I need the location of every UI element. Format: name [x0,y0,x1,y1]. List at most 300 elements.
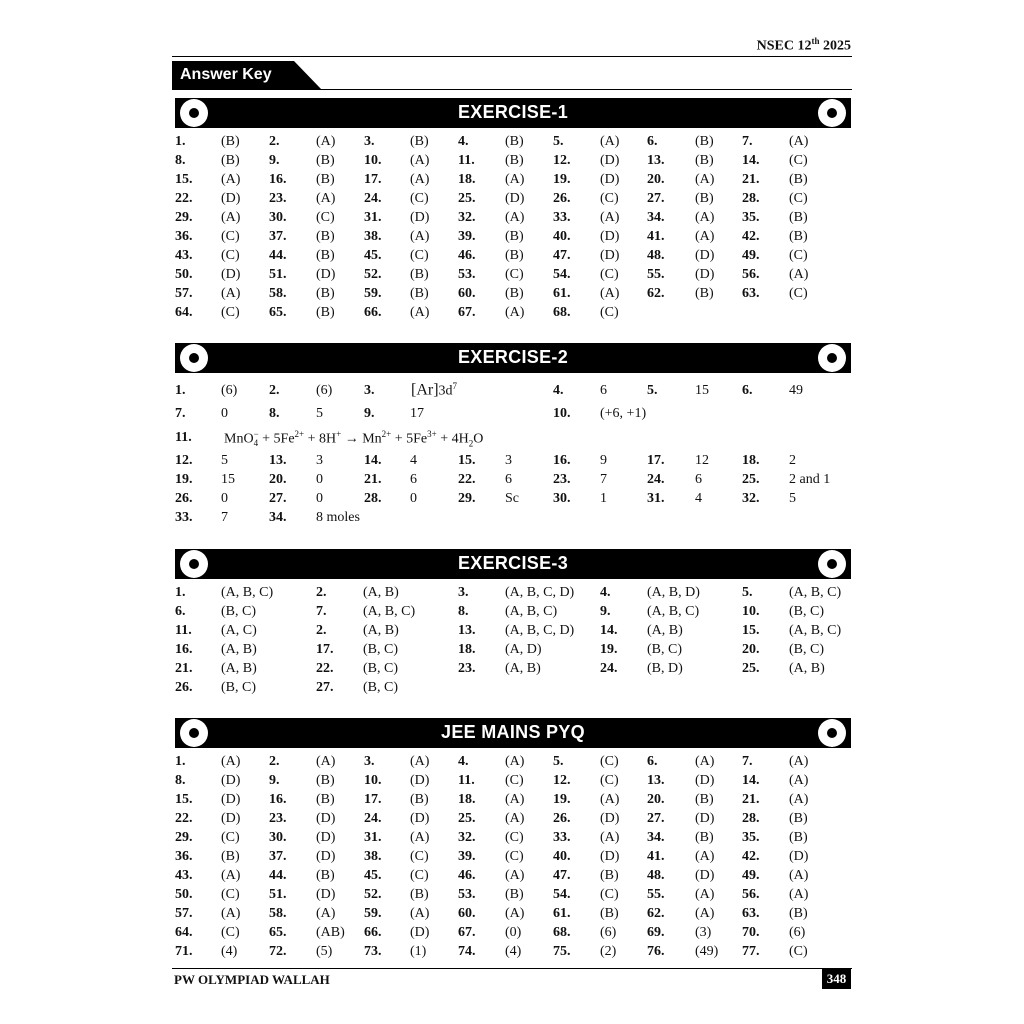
question-number: 73. [364,944,382,959]
question-number: 43. [175,868,193,883]
question-number: 46. [458,248,476,263]
answer-value: (C) [505,773,524,788]
answer-value: (D) [221,267,241,282]
question-number: 35. [742,210,760,225]
answer-value: (B) [316,153,335,168]
question-number: 7. [742,754,753,769]
answer-value: (A) [600,286,620,301]
question-number: 59. [364,286,382,301]
question-number: 25. [742,472,760,487]
answer-value: (C) [600,267,619,282]
question-number: 48. [647,248,665,263]
answer-value: (D) [316,887,336,902]
answer-value: 6 [410,472,417,487]
question-number: 43. [175,248,193,263]
question-number: 27. [647,191,665,206]
answer-value: (B, C) [363,642,398,657]
ar-bracket: [Ar] [411,381,439,399]
answer-value: (A) [789,792,809,807]
answer-value: (A) [410,906,430,921]
question-number: 12. [175,453,193,468]
question-number: 2. [269,383,280,398]
answer-value: (A, B) [647,623,683,638]
answer-key-label: Answer Key [180,66,272,83]
question-number: 47. [553,868,571,883]
answer-value: (D) [221,811,241,826]
question-number: 18. [458,792,476,807]
question-number: 7. [175,406,186,421]
answer-value: (A) [600,830,620,845]
answer-value: 12 [695,453,709,468]
question-number: 26. [175,491,193,506]
question-number: 68. [553,925,571,940]
answer-value: (C) [600,191,619,206]
eq-sup: + [336,429,342,439]
question-number: 26. [553,191,571,206]
question-number: 23. [269,811,287,826]
answer-value: 8 moles [316,510,360,525]
answer-value: 7 [221,510,228,525]
answer-value: (2) [600,944,617,959]
answer-value: 6 [505,472,512,487]
question-number: 41. [647,229,665,244]
eq-term: O [473,431,484,447]
question-number: 3. [364,754,375,769]
eq-sup: − [253,429,259,440]
question-number: 32. [458,210,476,225]
question-number: 23. [458,661,476,676]
question-number: 42. [742,229,760,244]
answer-key-rule [172,89,852,90]
answer-value: (B) [789,229,808,244]
question-number: 5. [553,134,564,149]
answer-value: (D) [695,267,715,282]
answer-value: 0 [316,491,323,506]
question-number: 76. [647,944,665,959]
answer-value: (1) [410,944,427,959]
answer-value: (A) [221,286,241,301]
answer-value: (4) [505,944,522,959]
question-number: 17. [364,172,382,187]
answer-value: (0) [505,925,522,940]
publisher-name: PW OLYMPIAD WALLAH [174,972,330,987]
question-number: 24. [600,661,618,676]
question-number: 5. [742,585,753,600]
answer-value: (C) [789,286,808,301]
answer-value: (B) [316,229,335,244]
question-number: 31. [364,830,382,845]
header-rule [172,56,852,57]
question-number: 21. [364,472,382,487]
question-number: 75. [553,944,571,959]
answer-value: (5) [316,944,333,959]
answer-value: (B, C) [221,604,256,619]
question-number: 11. [458,773,475,788]
answer-value: (B) [221,849,240,864]
answer-value: (B) [221,153,240,168]
question-number: 48. [647,868,665,883]
answer-value: (A, B) [221,661,257,676]
question-number: 20. [647,172,665,187]
eq-sub: 2 [468,438,474,449]
question-number: 8. [458,604,469,619]
answer-value: (A) [789,267,809,282]
answer-value: (A) [221,210,241,225]
question-number: 42. [742,849,760,864]
answer-value: (B) [410,792,429,807]
answer-value: (D) [316,267,336,282]
question-number: 8. [175,153,186,168]
question-number: 62. [647,286,665,301]
question-number: 39. [458,849,476,864]
eq-sup: 2+ [381,429,392,439]
question-number: 9. [364,406,375,421]
question-number: 10. [364,153,382,168]
question-number: 55. [647,887,665,902]
answer-value: (C) [789,944,808,959]
answer-value: (+6, +1) [600,406,647,421]
footer-rule [172,968,852,969]
exam-name: NSEC 12 [756,38,812,54]
question-number: 15. [175,792,193,807]
question-number: 51. [269,887,287,902]
answer-value: 0 [410,491,417,506]
answer-value: (B) [410,887,429,902]
question-number: 55. [647,267,665,282]
answer-value: (A) [410,305,430,320]
answer-value: 15 [695,383,709,398]
question-number: 56. [742,887,760,902]
question-number: 12. [553,153,571,168]
question-number: 74. [458,944,476,959]
answer-value: (B) [410,286,429,301]
question-number: 70. [742,925,760,940]
question-number: 21. [742,792,760,807]
answer-value: (B) [789,210,808,225]
question-number: 9. [269,153,280,168]
question-number: 16. [175,642,193,657]
question-number: 52. [364,267,382,282]
answer-value: (D) [221,191,241,206]
answer-value: (D) [789,849,809,864]
question-number: 16. [269,172,287,187]
answer-value: (B) [695,153,714,168]
question-number: 22. [316,661,334,676]
answer-value: (C) [505,830,524,845]
question-number: 19. [553,792,571,807]
question-number: 22. [175,811,193,826]
question-number: 36. [175,849,193,864]
question-number: 52. [364,887,382,902]
answer-value: (B) [789,811,808,826]
section-title: JEE MAINS PYQ [441,722,585,742]
question-number: 13. [269,453,287,468]
question-number: 19. [175,472,193,487]
question-number: 18. [458,172,476,187]
answer-value: (D) [410,773,430,788]
answer-value: (A) [505,754,525,769]
answer-value: (D) [221,792,241,807]
answer-value: (3) [695,925,712,940]
section-banner [175,343,851,373]
answer-value: (B, C) [363,661,398,676]
question-number: 63. [742,286,760,301]
answer-value: (B, C) [789,642,824,657]
answer-value: (C) [410,191,429,206]
question-number: 69. [647,925,665,940]
circle-bullet-icon [818,550,846,578]
question-number: 11. [175,430,192,445]
answer-value: (A) [789,134,809,149]
question-number: 41. [647,849,665,864]
answer-value: (A) [410,229,430,244]
answer-value: (C) [221,830,240,845]
question-number: 18. [458,642,476,657]
question-number: 5. [553,754,564,769]
section-banner [175,549,851,579]
answer-value: (B) [505,229,524,244]
answer-value: (A) [789,754,809,769]
question-number: 24. [364,191,382,206]
answer-value: (A) [600,134,620,149]
answer-value: (D) [600,172,620,187]
answer-value: 0 [221,406,228,421]
question-number: 45. [364,868,382,883]
question-number: 71. [175,944,193,959]
question-number: 63. [742,906,760,921]
question-number: 1. [175,585,186,600]
answer-value: (A) [695,210,715,225]
question-number: 3. [458,585,469,600]
answer-value: (D) [600,153,620,168]
question-number: 67. [458,305,476,320]
question-number: 33. [553,830,571,845]
answer-value: (A) [695,754,715,769]
question-number: 5. [647,383,658,398]
question-number: 62. [647,906,665,921]
question-number: 14. [742,773,760,788]
answer-value: (B, D) [647,661,683,676]
answer-value: (B) [505,153,524,168]
answer-value: (A) [410,153,430,168]
answer-value: (A, B, D) [647,585,700,600]
answer-value: (A, C) [221,623,257,638]
question-number: 14. [742,153,760,168]
question-number: 27. [647,811,665,826]
page-header [757,36,851,55]
eq-term: + 5Fe [258,431,295,447]
question-number: 53. [458,267,476,282]
answer-value: (6) [316,383,333,398]
question-number: 47. [553,248,571,263]
answer-value: (D) [316,811,336,826]
answer-value: (A) [789,773,809,788]
question-number: 34. [647,830,665,845]
answer-value: (B, C) [647,642,682,657]
question-number: 3. [364,134,375,149]
answer-value: (C) [221,305,240,320]
circle-bullet-icon [818,99,846,127]
answer-value: (A) [410,830,430,845]
question-number: 2. [269,134,280,149]
question-number: 32. [742,491,760,506]
question-number: 28. [742,811,760,826]
answer-value: (D) [505,191,525,206]
question-number: 10. [553,406,571,421]
answer-value: (B) [695,134,714,149]
question-number: 21. [175,661,193,676]
answer-value: 49 [789,383,803,398]
page-number: 348 [822,969,851,989]
question-number: 57. [175,286,193,301]
answer-value: (C) [410,868,429,883]
answer-value: (49) [695,944,719,959]
question-number: 31. [647,491,665,506]
answer-value: (D) [695,773,715,788]
answer-value: (D) [695,868,715,883]
question-number: 22. [175,191,193,206]
answer-value: (A) [410,172,430,187]
answer-value: (B) [695,286,714,301]
answer-value: (C) [505,849,524,864]
answer-value: (B) [695,830,714,845]
answer-value: (D) [316,830,336,845]
answer-value: (A) [316,906,336,921]
question-number: 40. [553,849,571,864]
question-number: 68. [553,305,571,320]
answer-value: 5 [221,453,228,468]
question-number: 58. [269,906,287,921]
answer-value: (A) [695,229,715,244]
question-number: 6. [175,604,186,619]
question-number: 56. [742,267,760,282]
question-number: 36. [175,229,193,244]
question-number: 31. [364,210,382,225]
question-number: 34. [647,210,665,225]
question-number: 17. [316,642,334,657]
answer-value: (A) [316,134,336,149]
question-number: 65. [269,305,287,320]
answer-value: (A) [221,754,241,769]
question-number: 10. [742,604,760,619]
question-number: 1. [175,754,186,769]
answer-value: 15 [221,472,235,487]
question-number: 40. [553,229,571,244]
question-number: 34. [269,510,287,525]
question-number: 50. [175,267,193,282]
answer-value: (B) [316,792,335,807]
answer-value: (AB) [316,925,345,940]
answer-value: (A) [505,906,525,921]
question-number: 77. [742,944,760,959]
question-number: 54. [553,887,571,902]
eq-sup: 3+ [427,429,437,439]
question-number: 23. [553,472,571,487]
answer-value: 6 [600,383,607,398]
question-number: 16. [269,792,287,807]
exam-sup: th [811,36,820,46]
question-number: 2. [316,585,327,600]
question-number: 30. [269,210,287,225]
answer-value: (B) [600,868,619,883]
answer-value: (B) [505,887,524,902]
answer-value: (C) [600,305,619,320]
question-number: 12. [553,773,571,788]
question-number: 58. [269,286,287,301]
question-number: 72. [269,944,287,959]
question-number: 16. [553,453,571,468]
question-number: 30. [269,830,287,845]
answer-value: (B) [316,773,335,788]
answer-value: (A) [221,868,241,883]
answer-value: (C) [221,925,240,940]
answer-value: (B) [410,134,429,149]
answer-value: (A) [505,210,525,225]
answer-value: (B) [221,134,240,149]
answer-value: (B) [316,868,335,883]
question-number: 38. [364,229,382,244]
eq-term: + 8H [304,431,337,447]
ar-core: 3d [438,383,453,399]
exam-year: 2025 [823,38,851,54]
answer-value: (B, C) [789,604,824,619]
question-number: 38. [364,849,382,864]
answer-value: (A) [505,811,525,826]
question-number: 3. [364,383,375,398]
answer-value: (C) [410,849,429,864]
answer-value: (A, B, C) [221,585,274,600]
question-number: 66. [364,305,382,320]
answer-value: (B) [316,248,335,263]
answer-value: 5 [316,406,323,421]
question-number: 67. [458,925,476,940]
question-number: 37. [269,229,287,244]
answer-value: (A) [789,887,809,902]
answer-value: (C) [789,153,808,168]
question-number: 1. [175,383,186,398]
question-number: 9. [269,773,280,788]
answer-value: (B) [505,248,524,263]
question-number: 59. [364,906,382,921]
question-number: 4. [458,754,469,769]
answer-value: (C) [600,887,619,902]
answer-value: (A) [221,172,241,187]
section-title: EXERCISE-2 [457,347,569,367]
answer-value: (D) [600,811,620,826]
question-number: 35. [742,830,760,845]
question-number: 24. [647,472,665,487]
answer-value: (6) [789,925,806,940]
question-number: 21. [742,172,760,187]
question-number: 8. [269,406,280,421]
question-number: 13. [458,623,476,638]
answer-value: (A, B, C) [505,604,558,619]
question-number: 45. [364,248,382,263]
question-number: 20. [742,642,760,657]
answer-value: (A) [221,906,241,921]
answer-value: (C) [221,248,240,263]
answer-value: (A) [789,868,809,883]
answer-value: (C) [410,248,429,263]
answer-value: (A) [505,172,525,187]
answer-value: (A) [695,906,715,921]
answer-value: (B) [789,906,808,921]
question-number: 26. [175,680,193,695]
answer-value: (B, C) [363,680,398,695]
question-number: 18. [742,453,760,468]
eq-sup: 2+ [294,429,305,439]
eq-sub: 4 [253,438,259,449]
